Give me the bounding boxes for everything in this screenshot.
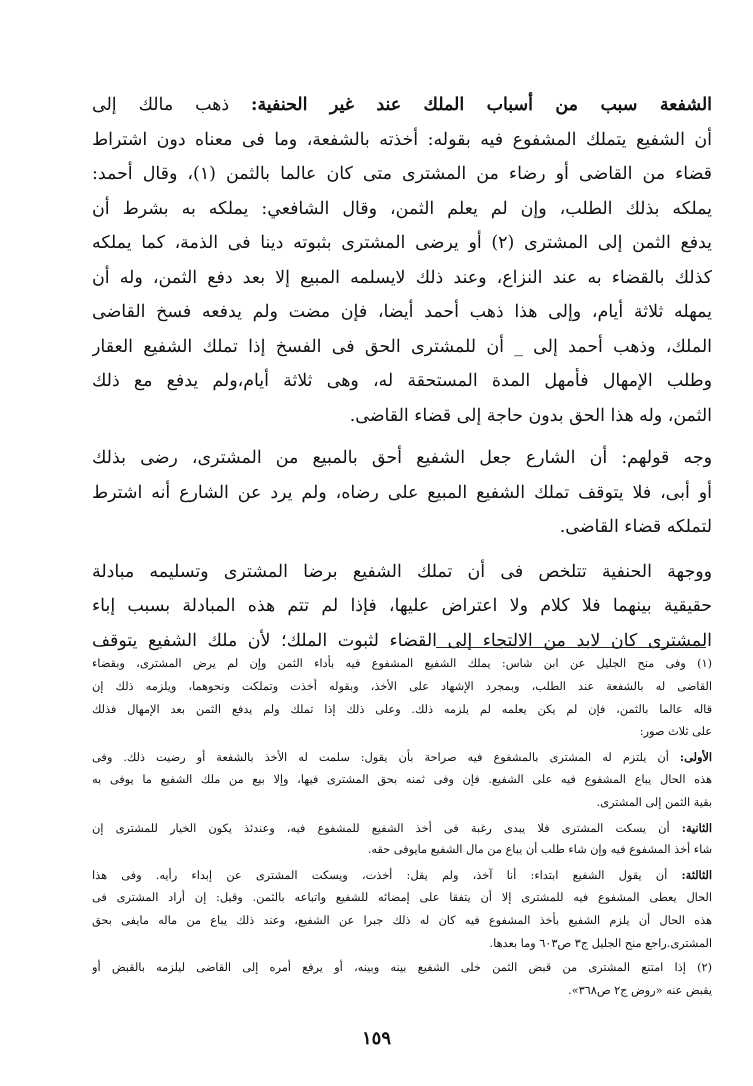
text-line: قضاء من القاضى أو رضاء من المشترى متى كان عالما بالثمن (١)، وقال أحمد: xyxy=(92,164,712,184)
text-line: وجه قولهم: أن الشارع جعل الشفيع أحق بالمبيع من المشترى، رضى بذلك xyxy=(92,448,712,468)
footnote-line: شاء أخذ المشفوع فيه وإن شاء طلب أن يباع من مال الشفيع مايوفى حقه. xyxy=(367,843,712,857)
footnote-line: الثالثة: أن يقول الشفيع ابتداء: أنا آخذ، ولم يقل: أخذت، ويسكت المشترى عن إبداء رأيه. وفى هذا xyxy=(92,868,712,883)
footnote-line: بقية الثمن إلى المشترى. xyxy=(596,795,712,809)
footnote-line: (٢) إذا امتنع المشترى من قبض الثمن خلى الشفيع بينه وبينه، أو يرفع أمره إلى القاضى ليلزمه بالقبض أو xyxy=(92,961,712,975)
text-line: الشفعة سبب من أسباب الملك عند غير الحنفية: ذهب مالك إلى xyxy=(92,95,712,115)
footnotes xyxy=(92,653,712,1003)
text-line: المشترى كان لابد من الالتجاء إلى القضاء لثبوت الملك؛ لأن ملك الشفيع يتوقف xyxy=(92,630,712,651)
text-line: وطلب الإمهال فأمهل المدة المستحقة له، وهى ثلاثة أيام،ولم يدفع مع ذلك xyxy=(92,371,712,391)
text-line: يدفع الثمن إلى المشترى (٢) أو يرضى المشترى بثبوته دينا فى الذمة، كما يملكه xyxy=(92,233,712,253)
footnote-line: الحال يعطى المشفوع فيه للمشترى إلا أن يتفقا على إمضائه للشفيع واتباعه بالثمن. وقيل: إن أراد المشترى فى xyxy=(92,890,712,904)
footnote-line: المشترى.راجع منح الجليل ج٣ ص٦٠٣ وما بعدها. xyxy=(489,936,712,950)
footnote-line: (١) وفى منح الجليل عن ابن شاس: يملك الشفيع المشفوع فيه بأداء الثمن وإن لم يرض المشترى، وبقضاء xyxy=(92,657,712,670)
case-label: الثالثة: xyxy=(681,868,712,883)
footnote-line: هذه الحال أن يلزم الشفيع بأخذ المشفوع فيه كان له ذلك جبرا عن الشفيع، وعند ذلك يباع من ماله مايفى بحق xyxy=(92,913,712,927)
footnote-line: يقبض عنه «روض ج٢ ص٣٦٨». xyxy=(568,984,712,998)
text-line: يمهله ثلاثة أيام، وإلى هذا ذهب أحمد أيضا، فإن مضت ولم يدفعه فسخ القاضى xyxy=(92,302,712,322)
main-text xyxy=(92,88,712,658)
footnote-line: القاضى له بالشفعة عند الطلب، وبمجرد الإشهاد على الأخذ، وبقوله أخذت وتملكت ونحوهما، ويلزمه ذلك إن xyxy=(92,679,712,693)
text-line: أن الشفيع يتملك المشفوع فيه بقوله: أخذته بالشفعة، وما فى معناه دون اشتراط xyxy=(92,129,712,150)
case-label: الثانية: xyxy=(681,820,712,835)
text-line: ووجهة الحنفية تتلخص فى أن تملك الشفيع برضا المشترى وتسليمه مبادلة xyxy=(92,561,712,582)
text-line: يملكه بذلك الطلب، وإن لم يعلم الثمن، وقال الشافعي: يملكه به بشرط أن xyxy=(92,198,712,219)
footnote-line: الأولى: أن يلتزم له المشترى بالمشفوع فيه صراحة بأن يقول: سلمت له الأخذ بالشفعة أو رضيت ذلك. وفى xyxy=(92,750,712,765)
footnote-separator xyxy=(436,647,706,648)
text-line: أو أبى، فلا يتوقف تملك الشفيع المبيع على رضاه، ولم يرد عن الشارع أنه اشترط xyxy=(92,482,712,503)
footnote-line: قاله عالما بالثمن، فإن لم يكن يعلمه لم يلزمه ذلك. وعلى ذلك إذا تملك ولم يدفع الثمن بعد الإمهال فذلك xyxy=(92,702,712,716)
case-label: الأولى: xyxy=(679,750,712,765)
footnote-line: على ثلاث صور: xyxy=(639,725,712,739)
section-heading: الشفعة سبب من أسباب الملك عند غير الحنفية: xyxy=(251,95,712,115)
footnote-line: هذه الحال يباع المشفوع فيه على الشفيع. فإن وفى ثمنه بحق المشترى فيها، وإلا بيع من ملك الشفيع ما يوفى به xyxy=(92,772,712,786)
text-line: الملك، وذهب أحمد إلى _ أن للمشترى الحق فى الفسخ إذا تملك الشفيع العقار xyxy=(92,336,712,357)
text-line: حقيقية بينهما فلا كلام ولا اعتراض عليها، فإذا لم تتم هذه المبادلة بسبب إباء xyxy=(92,596,712,616)
text-line: لتملكه قضاء القاضى. xyxy=(559,517,712,537)
footnote-line: الثانية: أن يسكت المشترى فلا يبدى رغبة فى أخذ الشفيع للمشفوع فيه، وعندئذ يكون الخيار للمشترى إن xyxy=(92,820,712,835)
text-line: كذلك بالقضاء به عند النزاع، وعند ذلك لايسلمه المبيع إلا بعد دفع الثمن، وله أن xyxy=(92,267,712,288)
text-line: الثمن، وله هذا الحق بدون حاجة إلى قضاء القاضى. xyxy=(349,405,712,426)
page-number: ١٥٩ xyxy=(361,1028,391,1049)
